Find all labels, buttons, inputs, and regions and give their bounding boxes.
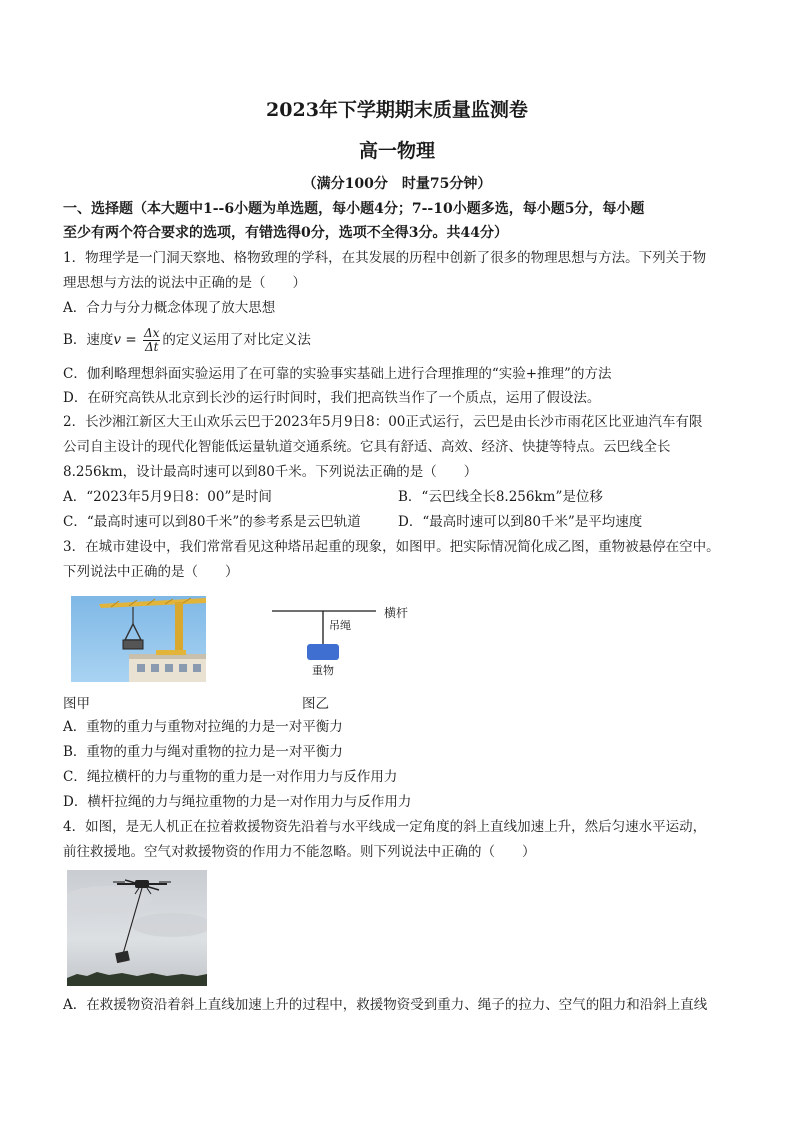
q1-option-b-prefix: B．速度 (63, 332, 114, 348)
q1-fraction-numerator: Δx (143, 326, 160, 340)
subject-title: 高一物理 (358, 140, 435, 162)
score-time: （满分100分 时量75分钟） (302, 176, 492, 192)
section-heading-line-1: 一、选择题（本大题中1--6小题为单选题，每小题4分；7--10小题多选，每小题5分，每小题 (63, 201, 645, 217)
q4-stem-line-1: 4．如图，是无人机正在拉着救援物资先沿着与水平线成一定角度的斜上直线加速上升，然后匀速水平运动， (63, 819, 707, 835)
q2-stem-line-2: 公司自主设计的现代化智能低运量轨道交通系统。它具有舒适、高效、经济、快捷等特点。云巴线全长 (63, 439, 671, 455)
q3-option-d: D．横杆拉绳的力与绳拉重物的力是一对作用力与反作用力 (63, 794, 412, 810)
caption-figure-a: 图甲 (63, 696, 90, 712)
q1-equals: = (121, 332, 141, 348)
q1-option-a: A．合力与分力概念体现了放大思想 (63, 300, 276, 316)
section-heading-line-2: 至少有两个符合要求的选项，有错选得0分，选项不全得3分。共44分） (63, 225, 508, 241)
q2-option-a: A．“2023年5月9日8：00”是时间 (63, 489, 272, 505)
q3-stem-line-2: 下列说法中正确的是（ ） (63, 564, 239, 580)
q4-stem-line-2: 前往救援地。空气对救援物资的作用力不能忽略。则下列说法中正确的（ ） (63, 844, 536, 860)
q2-option-c: C．“最高时速可以到80千米”的参考系是云巴轨道 (63, 514, 361, 530)
q1-velocity-symbol: v (113, 332, 122, 348)
section-heading (63, 197, 743, 245)
drone-photo (67, 870, 207, 986)
q2-stem-line-1: 2．长沙湘江新区大王山欢乐云巴于2023年5月9日8：00正式运行，云巴是由长沙市雨花区比亚迪汽车有限 (63, 414, 703, 430)
caption-figure-b: 图乙 (302, 696, 329, 712)
q1-fraction-denominator: Δt (144, 340, 159, 354)
q1-velocity-fraction (143, 327, 160, 354)
exam-title: 2023年下学期期末质量监测卷 (266, 99, 528, 121)
q3-option-b: B．重物的重力与绳对重物的拉力是一对平衡力 (63, 744, 343, 760)
weight-box (307, 644, 339, 660)
q1-option-b-suffix: 的定义运用了对比定义法 (162, 332, 311, 348)
label-weight: 重物 (312, 664, 334, 677)
q2-stem-line-3: 8.256km，设计最高时速可以到80千米。下列说法正确的是（ ） (63, 464, 478, 480)
q3-stem-line-1: 3．在城市建设中，我们常常看见这种塔吊起重的现象，如图甲。把实际情况简化成乙图，重物被悬停在空中。 (63, 539, 720, 555)
q2-option-b: B．“云巴线全长8.256km”是位移 (398, 489, 603, 505)
q1-option-d: D．在研究高铁从北京到长沙的运行时间时，我们把高铁当作了一个质点，运用了假设法。 (63, 390, 601, 406)
q1-option-b (63, 327, 311, 354)
q4-option-a: A．在救援物资沿着斜上直线加速上升的过程中，救援物资受到重力、绳子的拉力、空气的阻力和沿斜上直线 (63, 997, 708, 1013)
q3-option-c: C．绳拉横杆的力与重物的重力是一对作用力与反作用力 (63, 769, 398, 785)
q2-option-d: D．“最高时速可以到80千米”是平均速度 (398, 514, 643, 530)
label-rope: 吊绳 (329, 619, 351, 632)
q1-stem-line-1: 1．物理学是一门洞天察地、格物致理的学科，在其发展的历程中创新了很多的物理思想与方法。下列关于物 (63, 250, 707, 266)
q3-option-a: A．重物的重力与重物对拉绳的力是一对平衡力 (63, 719, 343, 735)
q1-stem-line-2: 理思想与方法的说法中正确的是（ ） (63, 275, 306, 291)
q1-option-c: C．伽利略理想斜面实验运用了在可靠的实验事实基础上进行合理推理的“实验+推理”的方法 (63, 366, 612, 382)
label-bar: 横杆 (384, 606, 409, 620)
crane-photo (71, 596, 206, 682)
